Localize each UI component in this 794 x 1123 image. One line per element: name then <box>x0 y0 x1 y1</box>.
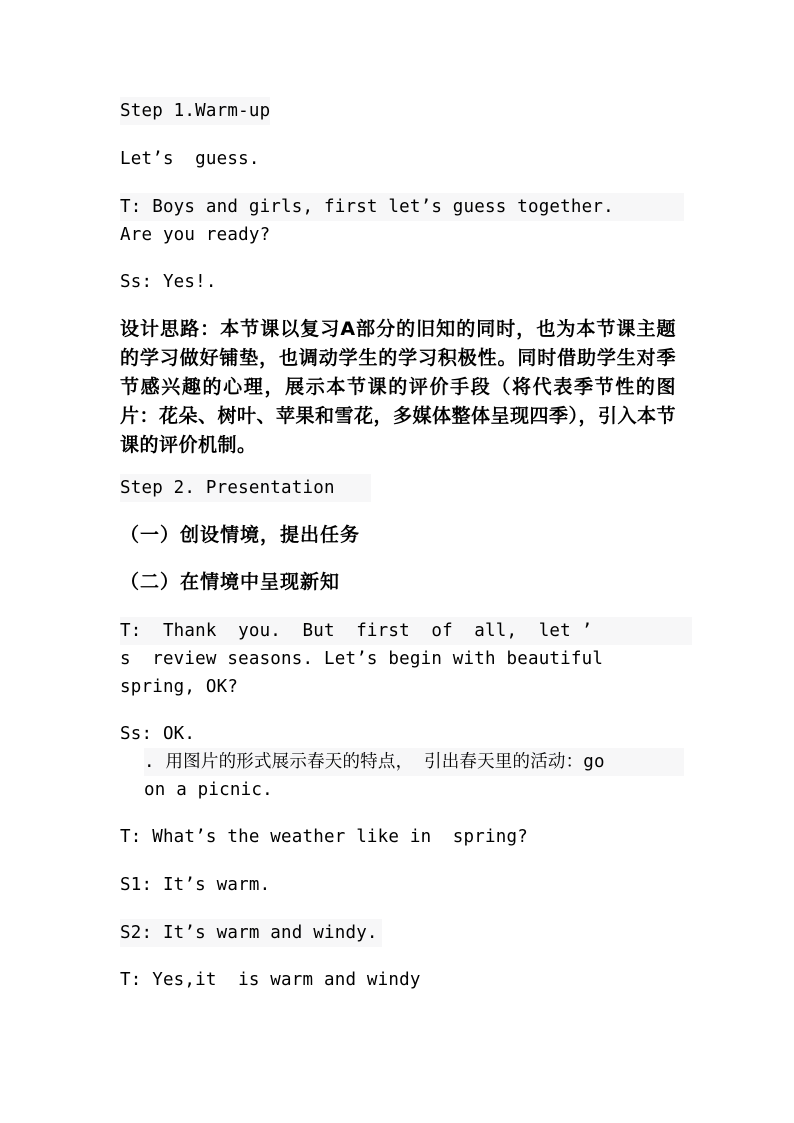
spring-note-line-1: . 用图片的形式展示春天的特点， 引出春天里的活动：go <box>144 748 684 776</box>
subheading-present-new: （二）在情境中呈现新知 <box>120 571 341 593</box>
student2-line: S2: It’s warm and windy. <box>120 919 382 947</box>
student1-line: S1: It’s warm. <box>120 875 271 895</box>
teacher-boys-line-2: Are you ready? <box>120 225 271 245</box>
design-note-paragraph: 设计思路：本节课以复习A部分的旧知的同时，也为本节课主题的学习做好铺垫，也调动学生的学习积极性。同时借助学生对季节感兴趣的心理，展示本节课的评价手段（将代表季节性的图片：花朵、树叶、苹果和雪花，多媒体整体呈现四季），引入本节课的评价机制。 <box>120 318 677 456</box>
students-ok-line: Ss: OK. <box>120 724 196 744</box>
teacher-thank-line-3: spring, OK? <box>120 677 239 697</box>
teacher-weather-line: T: What’s the weather like in spring? <box>120 827 528 847</box>
step1-heading: Step 1.Warm-up <box>120 97 270 125</box>
subheading-create-scene: （一）创设情境，提出任务 <box>120 524 361 546</box>
students-yes-line: Ss: Yes!. <box>120 272 217 292</box>
step2-heading: Step 2. Presentation <box>120 474 371 502</box>
teacher-thank-line-1: T: Thank you. But first of all, let ’ <box>120 617 692 645</box>
teacher-yes-line: T: Yes,it is warm and windy <box>120 970 421 990</box>
lets-guess-line: Let’s guess. <box>120 149 260 169</box>
teacher-boys-line-1: T: Boys and girls, first let’s guess together. <box>120 193 684 221</box>
spring-note-line-2: on a picnic. <box>144 780 273 800</box>
teacher-thank-line-2: s review seasons. Let’s begin with beautiful <box>120 649 604 669</box>
